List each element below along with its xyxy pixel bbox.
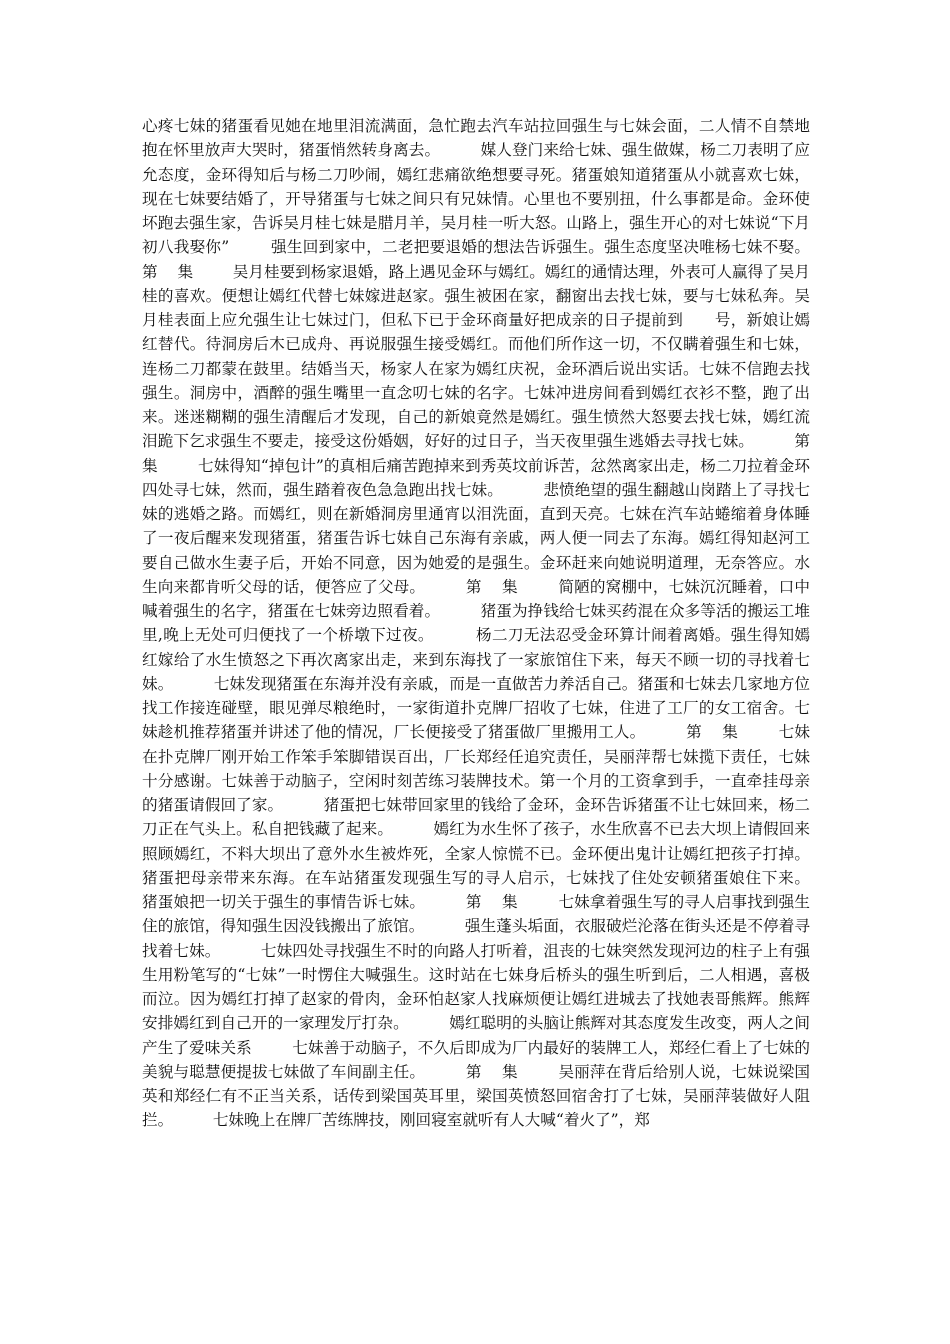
body-text: 心疼七妹的猪蛋看见她在地里泪流满面，急忙跑去汽车站拉回强生与七妹会面，二人情不自禁地抱在怀里放声大哭时，猪蛋悄然转身离去。 媒人登门来给七妹、强生做媒，杨二刀表明了应允态度，金环得知后与杨二刀吵闹，嫣红悲痛欲绝想要寻死。猪蛋娘知道猪蛋从小就喜欢七妹，现在七妹要结婚了，开导猪蛋与七妹之间只有兄妹情。心里也不要别扭，什么事都是命。金环使坏跑去强生家，告诉吴月桂七妹是腊月羊，吴月桂一听大怒。山路上，强生开心的对七妹说“下月初八我娶你” 强生回到家中，二老把要退婚的想法告诉强生。强生态度坚决唯杨七妹不娶。 第 集 吴月桂要到杨家退婚，路上遇见金环与嫣红。嫣红的通情达理，外表可人赢得了吴月桂的喜欢。便想让嫣红代替七妹嫁进赵家。强生被困在家，翻窗出去找七妹，要与七妹私奔。吴月桂表面上应允强生让七妹过门，但私下已于金环商量好把成亲的日子提前到 号，新娘让嫣红替代。待洞房后木已成舟、再说服强生接受嫣红。而他们所作这一切，不仅瞒着强生和七妹，连杨二刀都蒙在鼓里。结婚当天，杨家人在家为嫣红庆祝，金环酒后说出实话。七妹不信跑去找强生。洞房中，酒醉的强生嘴里一直念叨七妹的名字。七妹冲进房间看到嫣红衣衫不整，跑了出来。迷迷糊糊的强生清醒后才发现，自己的新娘竟然是嫣红。强生愤然大怒要去找七妹，嫣红流泪跪下乞求强生不要走，接受这份婚姻，好好的过日子，当天夜里强生逃婚去寻找七妹。 第 集 七妹得知“掉包计”的真相后痛苦跑掉来到秀英坟前诉苦，忿然离家出走，杨二刀拉着金环四处寻七妹，然而，强生踏着夜色急急跑出找七妹。 悲愤绝望的强生翻越山岗踏上了寻找七妹的逃婚之路。而嫣红，则在新婚洞房里通宵以泪洗面，直到天亮。七妹在汽车站蜷缩着身体睡了一夜后醒来发现猪蛋，猪蛋告诉七妹自己东海有亲戚，两人便一同去了东海。嫣红得知赵河工要自己做水生妻子后，开始不同意，因为她爱的是强生。金环赶来向她说明道理，无奈答应。水生向来都肯听父母的话，便答应了父母。 第 集 简陋的窝棚中，七妹沉沉睡着，口中喊着强生的名字，猪蛋在七妹旁边照看着。 猪蛋为挣钱给七妹买药混在众多等活的搬运工堆里,晚上无处可归便找了一个桥墩下过夜。 杨二刀无法忍受金环算计闹着离婚。强生得知嫣红嫁给了水生愤怒之下再次离家出走，来到东海找了一家旅馆住下来，每天不顾一切的寻找着七妹。 七妹发现猪蛋在东海并没有亲戚，而是一直做苦力养活自己。猪蛋和七妹去几家地方位找工作接连碰壁，眼见弹尽粮绝时，一家街道扑克牌厂招收了七妹，住进了工厂的女工宿舍。七妹趁机推荐猪蛋并讲述了他的情况，厂长便接受了猪蛋做厂里搬用工人。 第 集 七妹在扑克牌厂刚开始工作笨手笨脚错误百出，厂长郑经任追究责任，吴丽萍帮七妹揽下责任，七妹十分感谢。七妹善于动脑子，空闲时刻苦练习装牌技术。第一个月的工资拿到手，一直牵挂母亲的猪蛋请假回了家。 猪蛋把七妹带回家里的钱给了金环，金环告诉猪蛋不让七妹回来，杨二刀正在气头上。私自把钱藏了起来。 嫣红为水生怀了孩子，水生欣喜不已去大坝上请假回来照顾嫣红，不料大坝出了意外水生被炸死，全家人惊慌不已。金环便出鬼计让嫣红把孩子打掉。 猪蛋把母亲带来东海。在车站猪蛋发现强生写的寻人启示，七妹找了住处安顿猪蛋娘住下来。 猪蛋娘把一切关于强生的事情告诉七妹。 第 集 七妹拿着强生写的寻人启事找到强生住的旅馆，得知强生因没钱搬出了旅馆。 强生蓬头垢面，衣服破烂沦落在街头还是不停着寻找着七妹。 七妹四处寻找强生不时的向路人打听着，沮丧的七妹突然发现河边的柱子上有强生用粉笔写的“七妹”一时愣住大喊强生。这时站在七妹身后桥头的强生听到后，二人相遇，喜极而泣。因为嫣红打掉了赵家的骨肉，金环怕赵家人找麻烦便让嫣红进城去了找她表哥熊辉。熊辉安排嫣红到自己开的一家理发厅打杂。 嫣红聪明的头脑让熊辉对其态度发生改变，两人之间产生了爱味关系 七妹善于动脑子，不久后即成为厂内最好的装牌工人，郑经仁看上了七妹的美貌与聪慧便提拔七妹做了车间副主任。 第 集 吴丽萍在背后给别人说，七妹说梁国英和郑经仁有不正当关系，话传到梁国英耳里，梁国英愤怒回宿舍打了七妹，吴丽萍装做好人阻拦。 七妹晚上在牌厂苦练牌技，刚回寝室就听有人大喊“着火了”，郑 [142, 117, 850, 1130]
